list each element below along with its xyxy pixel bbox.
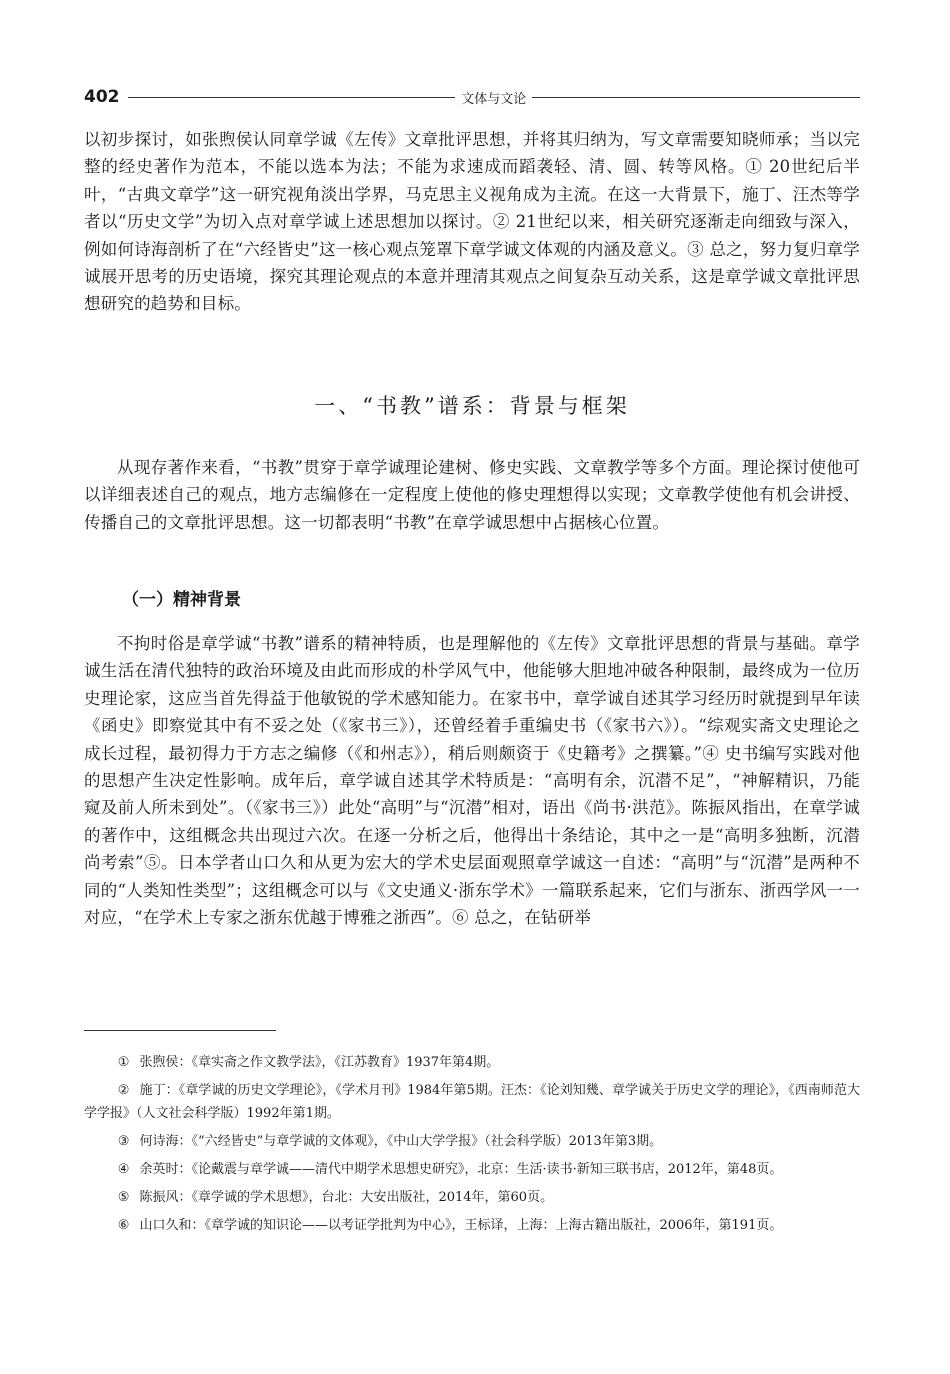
footnote-text: 何诗海：《“六经皆史”与章学诚的文体观》，《中山大学学报》（社会科学版）2013年第3期。 — [139, 1134, 663, 1149]
footnote-mark: ① — [117, 1055, 130, 1070]
intro-paragraph: 以初步探讨，如张煦侯认同章学诚《左传》文章批评思想，并将其归纳为，写文章需要知晓师承；当以完整的经史著作为范本，不能以选本为法；不能为求速成而蹈袭轻、清、圆、转等风格。① 20世纪后半叶，“古典文章学”这一研究视角淡出学界，马克思主义视角成为主流。在这一大背景下，施丁、汪杰等学者以“历史文学”为切入点对章学诚上述思想加以探讨。② 21世纪以来，相关研究逐渐走向细致与深入，例如何诗海剖析了在“六经皆史”这一核心观点笼罩下章学诚文体观的内涵及意义。③ 总之，努力复归章学诚展开思考的历史语境，探究其理论观点的本意并理清其观点之间复杂互动关系，这是章学诚文章批评思想研究的趋势和目标。 — [84, 130, 860, 314]
subsection-paragraph: 不拘时俗是章学诚“书教”谱系的精神特质，也是理解他的《左传》文章批评思想的背景与基础。章学诚生活在清代独特的政治环境及由此而形成的朴学风气中，他能够大胆地冲破各种限制，最终成为一位历史理论家，这应当首先得益于他敏锐的学术感知能力。在家书中，章学诚自述其学习经历时就提到早年读《函史》即察觉其中有不妥之处（《家书三》），还曾经着手重编史书（《家书六》）。“综观实斋文史理论之成长过程，最初得力于方志之编修（《和州志》），稍后则颇资于《史籍考》之撰纂。”④ 史书编写实践对他的思想产生决定性影响。成年后，章学诚自述其学术特质是：“高明有余，沉潜不足”，“神解精识，乃能窥及前人所未到处”。（《家书三》）此处“高明”与“沉潜”相对，语出《尚书·洪范》。陈振风指出，在章学诚的著作中，这组概念共出现过六次。在逐一分析之后，他得出十条结论，其中之一是“高明多独断，沉潜尚考索”⑤。日本学者山口久和从更为宏大的学术史层面观照章学诚这一自述：“高明”与“沉潜”是两种不同的“人类知性类型”；这组概念可以与《文史通义·浙东学术》一篇联系起来，它们与浙东、浙西学风一一对应，“在学术上专家之浙东优越于博雅之浙西”。⑥ 总之，在钻研举 — [84, 634, 860, 928]
footnote — [84, 1186, 860, 1209]
page-number: 402 — [84, 87, 120, 107]
subsection-text — [84, 630, 860, 931]
footnote-mark: ② — [117, 1083, 130, 1098]
footnote — [84, 1214, 860, 1237]
footnote-text: 陈振风：《章学诚的学术思想》，台北：大安出版社，2014年，第60页。 — [139, 1190, 554, 1205]
header-rule-left — [128, 97, 456, 98]
footnote — [84, 1130, 860, 1153]
footnote-text: 施丁：《章学诚的历史文学理论》，《学术月刊》1984年第5期。汪杰：《论刘知幾、章学诚关于历史文学的理论》，《西南师范大学学报》（人文社会科学版）1992年第1期。 — [84, 1083, 861, 1121]
footnote-text: 张煦侯：《章实斋之作文教学法》，《江苏教育》1937年第4期。 — [139, 1055, 500, 1070]
footnote — [84, 1158, 860, 1181]
running-head — [84, 84, 860, 110]
section-paragraph: 从现存著作来看，“书教”贯穿于章学诚理论建树、修史实践、文章教学等多个方面。理论探讨使他可以详细表述自己的观点，地方志编修在一定程度上使他的修史理想得以实现；文章教学使他有机会讲授、传播自己的文章批评思想。这一切都表明“书教”在章学诚思想中占据核心位置。 — [84, 458, 860, 532]
footnote — [84, 1051, 860, 1074]
subsection-title: （一）精神背景 — [122, 590, 241, 610]
footnote-text: 余英时：《论戴震与章学诚——清代中期学术思想史研究》，北京：生活·读书·新知三联书店，2012年，第48页。 — [139, 1162, 783, 1177]
footnote-mark: ④ — [117, 1162, 130, 1177]
footnotes — [84, 1051, 860, 1242]
footnote-mark: ⑥ — [117, 1218, 130, 1233]
intro-text — [84, 126, 860, 318]
header-rule-right — [532, 97, 860, 98]
footnote — [84, 1079, 860, 1125]
section-title: 一、“书教”谱系：背景与框架 — [314, 394, 630, 418]
footnote-separator — [84, 1030, 276, 1031]
footnote-mark: ⑤ — [117, 1190, 130, 1205]
footnote-mark: ③ — [117, 1134, 130, 1149]
section-text — [84, 454, 860, 536]
footnote-text: 山口久和：《章学诚的知识论——以考证学批判为中心》，王标译，上海：上海古籍出版社，2006年，第191页。 — [139, 1218, 783, 1233]
journal-title: 文体与文论 — [461, 91, 527, 107]
